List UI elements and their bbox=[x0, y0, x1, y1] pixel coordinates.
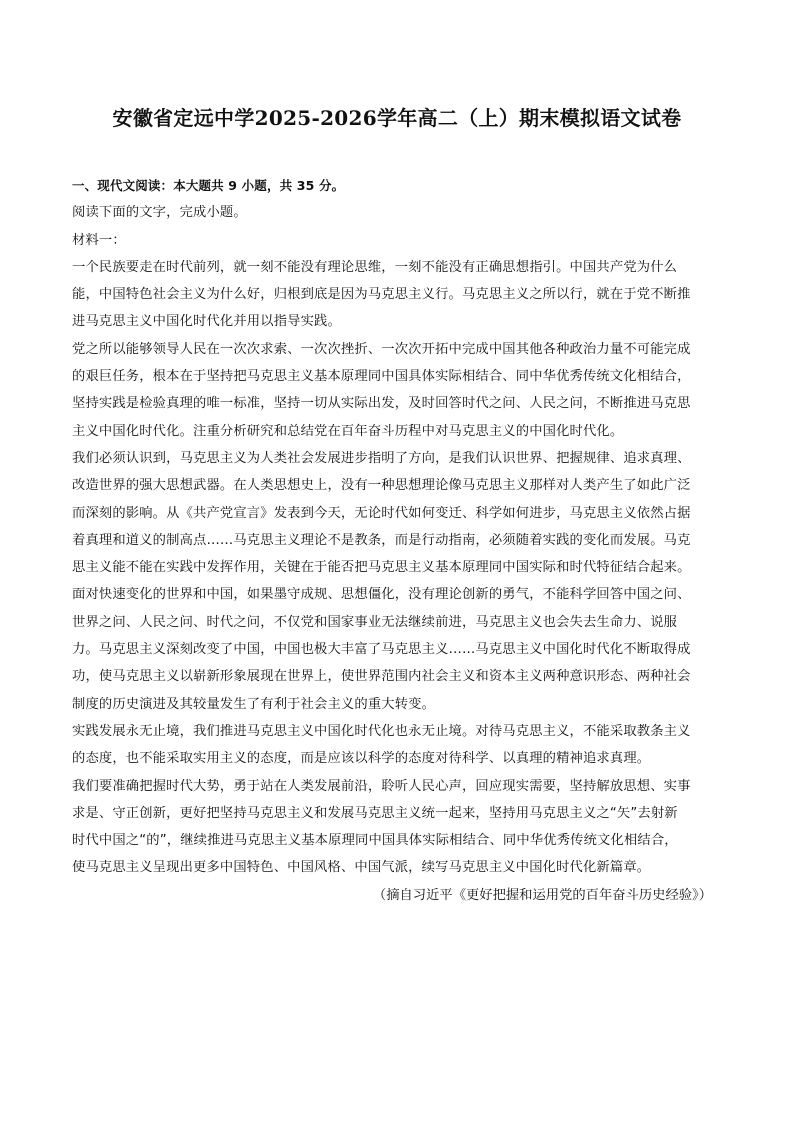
passage-line: 我们必须认识到，马克思主义为人类社会发展进步指明了方向，是我们认识世界、把握规律、追求真理、 bbox=[72, 450, 691, 466]
passage-line: 坚持实践是检验真理的唯一标准，坚持一切从实际出发，及时回答时代之问、人民之问，不断推进马克思 bbox=[72, 396, 691, 412]
passage-line: 时代中国之“的”，继续推进马克思主义基本原理同中国具体实际相结合、同中华优秀传统文化相结合， bbox=[72, 833, 678, 849]
instruction-text: 阅读下面的文字，完成小题。 bbox=[72, 205, 247, 221]
passage-line: 思主义能不能在实践中发挥作用，关键在于能否把马克思主义基本原理同中国实际和时代特征结合起来。 bbox=[72, 560, 691, 576]
passage-line: 进马克思主义中国化时代化并用以指导实践。 bbox=[72, 314, 341, 330]
section-heading: 一、现代文阅读：本大题共 9 小题，共 35 分。 bbox=[72, 178, 345, 193]
passage-line: 的态度，也不能采取实用主义的态度，而是应该以科学的态度对待科学、以真理的精神追求真理。 bbox=[72, 751, 651, 767]
passage-line: 功，使马克思主义以崭新形象展现在世界上，使世界范围内社会主义和资本主义两种意识形态、两种社会 bbox=[72, 669, 691, 685]
source-citation: （摘自习近平《更好把握和运用党的百年奋斗历史经验》） bbox=[372, 887, 712, 903]
passage-line: 能，中国特色社会主义为什么好，归根到底是因为马克思主义行。马克思主义之所以行，就在于党不断推 bbox=[72, 287, 691, 303]
passage-line: 主义中国化时代化。注重分析研究和总结党在百年奋斗历程中对马克思主义的中国化时代化。 bbox=[72, 423, 624, 439]
passage-line: 制度的历史演进及其较量发生了有利于社会主义的重大转变。 bbox=[72, 696, 436, 712]
reading-section bbox=[72, 172, 718, 909]
exam-title: 安徽省定远中学2025-2026学年高二（上）期末模拟语文试卷 bbox=[112, 106, 682, 130]
material-label: 材料一： bbox=[72, 232, 126, 248]
passage-line: 使马克思主义呈现出更多中国特色、中国风格、中国气派，续写马克思主义中国化时代化新篇章。 bbox=[72, 860, 651, 876]
passage-line: 我们要准确把握时代大势，勇于站在人类发展前沿，聆听人民心声，回应现实需要，坚持解放思想、实事 bbox=[72, 778, 691, 794]
passage-line: 面对快速变化的世界和中国，如果墨守成规、思想僵化，没有理论创新的勇气，不能科学回答中国之问、 bbox=[72, 587, 691, 603]
passage-line: 而深刻的影响。从《共产党宣言》发表到今天，无论时代如何变迁、科学如何进步，马克思主义依然占据 bbox=[72, 505, 691, 521]
passage-line: 世界之问、人民之问、时代之问，不仅党和国家事业无法继续前进，马克思主义也会失去生命力、说服 bbox=[72, 614, 678, 630]
passage-line: 一个民族要走在时代前列，就一刻不能没有理论思维，一刻不能没有正确思想指引。中国共产党为什么 bbox=[72, 259, 678, 275]
passage-line: 力。马克思主义深刻改变了中国，中国也极大丰富了马克思主义……马克思主义中国化时代化不断取得成 bbox=[72, 642, 691, 658]
passage-line: 实践发展永无止境，我们推进马克思主义中国化时代化也永无止境。对待马克思主义，不能采取教条主义 bbox=[72, 723, 691, 739]
passage-line: 改造世界的强大思想武器。在人类思想史上，没有一种思想理论像马克思主义那样对人类产生了如此广泛 bbox=[72, 478, 691, 494]
passage-line: 着真理和道义的制高点……马克思主义理论不是教条，而是行动指南，必须随着实践的变化而发展。马克 bbox=[72, 532, 691, 548]
passage-line: 党之所以能够领导人民在一次次求索、一次次挫折、一次次开拓中完成中国其他各种政治力量不可能完成 bbox=[72, 341, 691, 357]
passage-line: 求是、守正创新，更好把坚持马克思主义和发展马克思主义统一起来，坚持用马克思主义之“矢”去射新 bbox=[72, 805, 678, 821]
passage-line: 的艰巨任务，根本在于坚持把马克思主义基本原理同中国具体实际相结合、同中华优秀传统文化相结合， bbox=[72, 369, 691, 385]
